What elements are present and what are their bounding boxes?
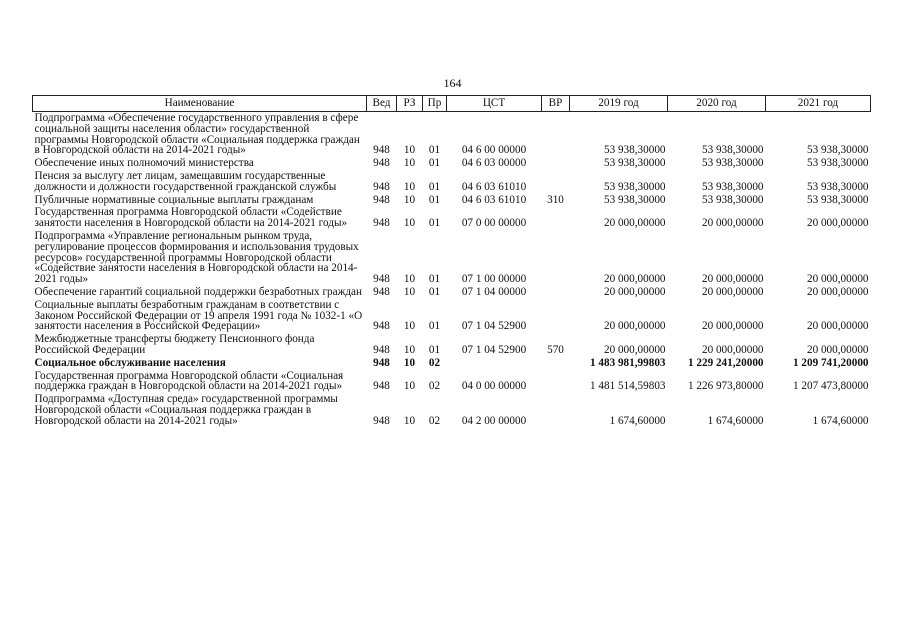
- row-vr: [542, 299, 570, 333]
- row-rz: 10: [403, 343, 416, 356]
- row-cst: 07 1 04 52900: [461, 343, 527, 356]
- row-amount-2019: 20 000,00000: [603, 273, 666, 286]
- row-cst: 04 0 00 00000: [461, 380, 527, 393]
- row-cst: 07 0 00 00000: [461, 217, 527, 230]
- row-rz: 10: [403, 380, 416, 393]
- header-2021: 2021 год: [766, 96, 871, 112]
- row-rz: 10: [403, 144, 416, 157]
- table-body: [33, 112, 871, 428]
- row-name: Пенсия за выслугу лет лицам, замещавшим государственные должности и должности государственной гражданской службы: [34, 169, 337, 193]
- row-name: Межбюджетные трансферты бюджету Пенсионного фонда Российской Федерации: [34, 333, 315, 356]
- row-vr: [542, 157, 570, 170]
- row-ved: 948: [373, 144, 390, 157]
- row-vr: [542, 230, 570, 286]
- row-name: Государственная программа Новгородской области «Содействие занятости населения в Новгородской области на 2014-2021 годы»: [34, 206, 348, 230]
- table-row: [33, 170, 871, 194]
- row-vr: 310: [547, 193, 564, 206]
- page-number: 164: [443, 76, 462, 90]
- row-pr: 01: [428, 320, 441, 333]
- header-ved: Вед: [367, 96, 397, 112]
- row-amount-2021: 20 000,00000: [806, 320, 869, 333]
- row-amount-2019: 20 000,00000: [603, 285, 666, 298]
- row-vr: [542, 393, 570, 427]
- row-pr: 01: [428, 285, 441, 298]
- table-row: [33, 194, 871, 207]
- row-amount-2021: 53 938,30000: [806, 180, 869, 193]
- table-row: [33, 286, 871, 299]
- row-cst: 04 6 00 00000: [461, 144, 527, 157]
- row-name: Обеспечение иных полномочий министерства: [34, 157, 254, 170]
- row-amount-2021: 20 000,00000: [806, 217, 869, 230]
- row-amount-2021: 20 000,00000: [806, 273, 869, 286]
- row-amount-2020: 1 674,60000: [707, 414, 764, 427]
- row-rz: 10: [403, 217, 416, 230]
- table-row: [33, 230, 871, 286]
- row-amount-2019: 53 938,30000: [603, 157, 666, 170]
- budget-table: [32, 95, 871, 428]
- header-2020: 2020 год: [668, 96, 766, 112]
- row-amount-2020: 1 226 973,80000: [687, 380, 764, 393]
- header-2019: 2019 год: [570, 96, 668, 112]
- table-row: [33, 333, 871, 357]
- row-pr: 02: [428, 356, 441, 369]
- row-cst: 04 6 03 61010: [461, 193, 527, 206]
- row-amount-2019: 20 000,00000: [603, 217, 666, 230]
- row-vr: 570: [547, 343, 564, 356]
- row-vr: [542, 357, 570, 370]
- row-name: Социальное обслуживание населения: [34, 356, 226, 369]
- row-rz: 10: [403, 356, 416, 369]
- row-cst: 04 2 00 00000: [461, 414, 527, 427]
- row-cst: 07 1 04 52900: [461, 320, 527, 333]
- row-name: Публичные нормативные социальные выплаты гражданам: [34, 193, 314, 206]
- header-row: [33, 96, 871, 112]
- row-rz: 10: [403, 157, 416, 170]
- row-amount-2020: 53 938,30000: [701, 180, 764, 193]
- row-ved: 948: [373, 273, 390, 286]
- row-amount-2021: 1 207 473,80000: [792, 380, 869, 393]
- row-amount-2020: 20 000,00000: [701, 343, 764, 356]
- row-pr: 01: [428, 144, 441, 157]
- row-pr: 01: [428, 217, 441, 230]
- row-amount-2021: 1 209 741,20000: [792, 356, 869, 369]
- row-amount-2020: 53 938,30000: [701, 144, 764, 157]
- table-row: [33, 157, 871, 170]
- row-vr: [542, 286, 570, 299]
- row-cst: 07 1 00 00000: [461, 273, 527, 286]
- row-ved: 948: [373, 193, 390, 206]
- row-pr: 01: [428, 273, 441, 286]
- row-amount-2021: 20 000,00000: [806, 343, 869, 356]
- row-amount-2021: 53 938,30000: [806, 144, 869, 157]
- row-amount-2021: 53 938,30000: [806, 157, 869, 170]
- row-cst: 07 1 04 00000: [461, 285, 527, 298]
- row-vr: [542, 170, 570, 194]
- row-rz: 10: [403, 273, 416, 286]
- row-pr: 01: [428, 180, 441, 193]
- row-cst: 04 6 03 00000: [461, 157, 527, 170]
- row-amount-2019: 20 000,00000: [603, 343, 666, 356]
- row-amount-2020: 53 938,30000: [701, 193, 764, 206]
- row-vr: [542, 206, 570, 230]
- row-cst: 04 6 03 61010: [461, 180, 527, 193]
- row-amount-2020: 53 938,30000: [701, 157, 764, 170]
- header-rz: РЗ: [397, 96, 423, 112]
- table-row: [33, 357, 871, 370]
- header-vr: ВР: [542, 96, 570, 112]
- row-amount-2019: 1 483 981,99803: [589, 356, 666, 369]
- row-rz: 10: [403, 285, 416, 298]
- row-ved: 948: [373, 180, 390, 193]
- row-ved: 948: [373, 380, 390, 393]
- row-name: Обеспечение гарантий социальной поддержки безработных граждан: [34, 285, 362, 298]
- row-amount-2019: 53 938,30000: [603, 193, 666, 206]
- row-vr: [542, 112, 570, 158]
- table-row: [33, 206, 871, 230]
- row-ved: 948: [373, 320, 390, 333]
- row-ved: 948: [373, 285, 390, 298]
- header-cst: ЦСТ: [447, 96, 542, 112]
- header-name: Наименование: [33, 96, 367, 112]
- row-ved: 948: [373, 414, 390, 427]
- row-amount-2020: 20 000,00000: [701, 273, 764, 286]
- row-name: Социальные выплаты безработным гражданам в соответствии с Законом Российской Федерации от 19 апреля 1991 года № 1032-1 «О занятости населения в Российской Федерации»: [34, 298, 363, 333]
- row-rz: 10: [403, 193, 416, 206]
- row-name: Подпрограмма «Управление региональным рынком труда, регулирование процессов формирования и использования трудовых ресурсов» государственной программы Новгородской области «Содействие занятости населения в Новгородской области на 2014-2021 годы»: [34, 229, 359, 286]
- row-vr: [542, 370, 570, 394]
- row-ved: 948: [373, 157, 390, 170]
- row-amount-2019: 53 938,30000: [603, 180, 666, 193]
- row-pr: 01: [428, 193, 441, 206]
- row-amount-2020: 20 000,00000: [701, 217, 764, 230]
- row-rz: 10: [403, 320, 416, 333]
- row-ved: 948: [373, 356, 390, 369]
- row-rz: 10: [403, 414, 416, 427]
- header-pr: Пр: [423, 96, 447, 112]
- table-row: [33, 299, 871, 333]
- row-pr: 01: [428, 157, 441, 170]
- row-amount-2020: 1 229 241,20000: [687, 356, 764, 369]
- row-name: Подпрограмма «Обеспечение государственного управления в сфере социальной защиты населения области» государственной программы Новгородской области «Социальная поддержка граждан в Новгородской области на 2014-2021 годы»: [34, 112, 360, 157]
- row-amount-2019: 53 938,30000: [603, 144, 666, 157]
- row-pr: 02: [428, 380, 441, 393]
- row-name: Государственная программа Новгородской области «Социальная поддержка граждан в Новгородской области на 2014-2021 годы»: [34, 369, 344, 393]
- table-row: [33, 112, 871, 158]
- row-pr: 02: [428, 414, 441, 427]
- row-amount-2019: 1 674,60000: [609, 414, 666, 427]
- row-amount-2021: 20 000,00000: [806, 285, 869, 298]
- row-rz: 10: [403, 180, 416, 193]
- row-ved: 948: [373, 343, 390, 356]
- row-pr: 01: [428, 343, 441, 356]
- row-amount-2020: 20 000,00000: [701, 285, 764, 298]
- table-row: [33, 393, 871, 427]
- row-amount-2019: 20 000,00000: [603, 320, 666, 333]
- row-amount-2019: 1 481 514,59803: [589, 380, 666, 393]
- row-amount-2021: 53 938,30000: [806, 193, 869, 206]
- row-amount-2021: 1 674,60000: [812, 414, 869, 427]
- row-cst: [447, 357, 542, 370]
- row-amount-2020: 20 000,00000: [701, 320, 764, 333]
- row-name: Подпрограмма «Доступная среда» государственной программы Новгородской области «Социальная поддержка граждан в Новгородской области на 2014-2021 годы»: [34, 393, 338, 427]
- row-ved: 948: [373, 217, 390, 230]
- table-row: [33, 370, 871, 394]
